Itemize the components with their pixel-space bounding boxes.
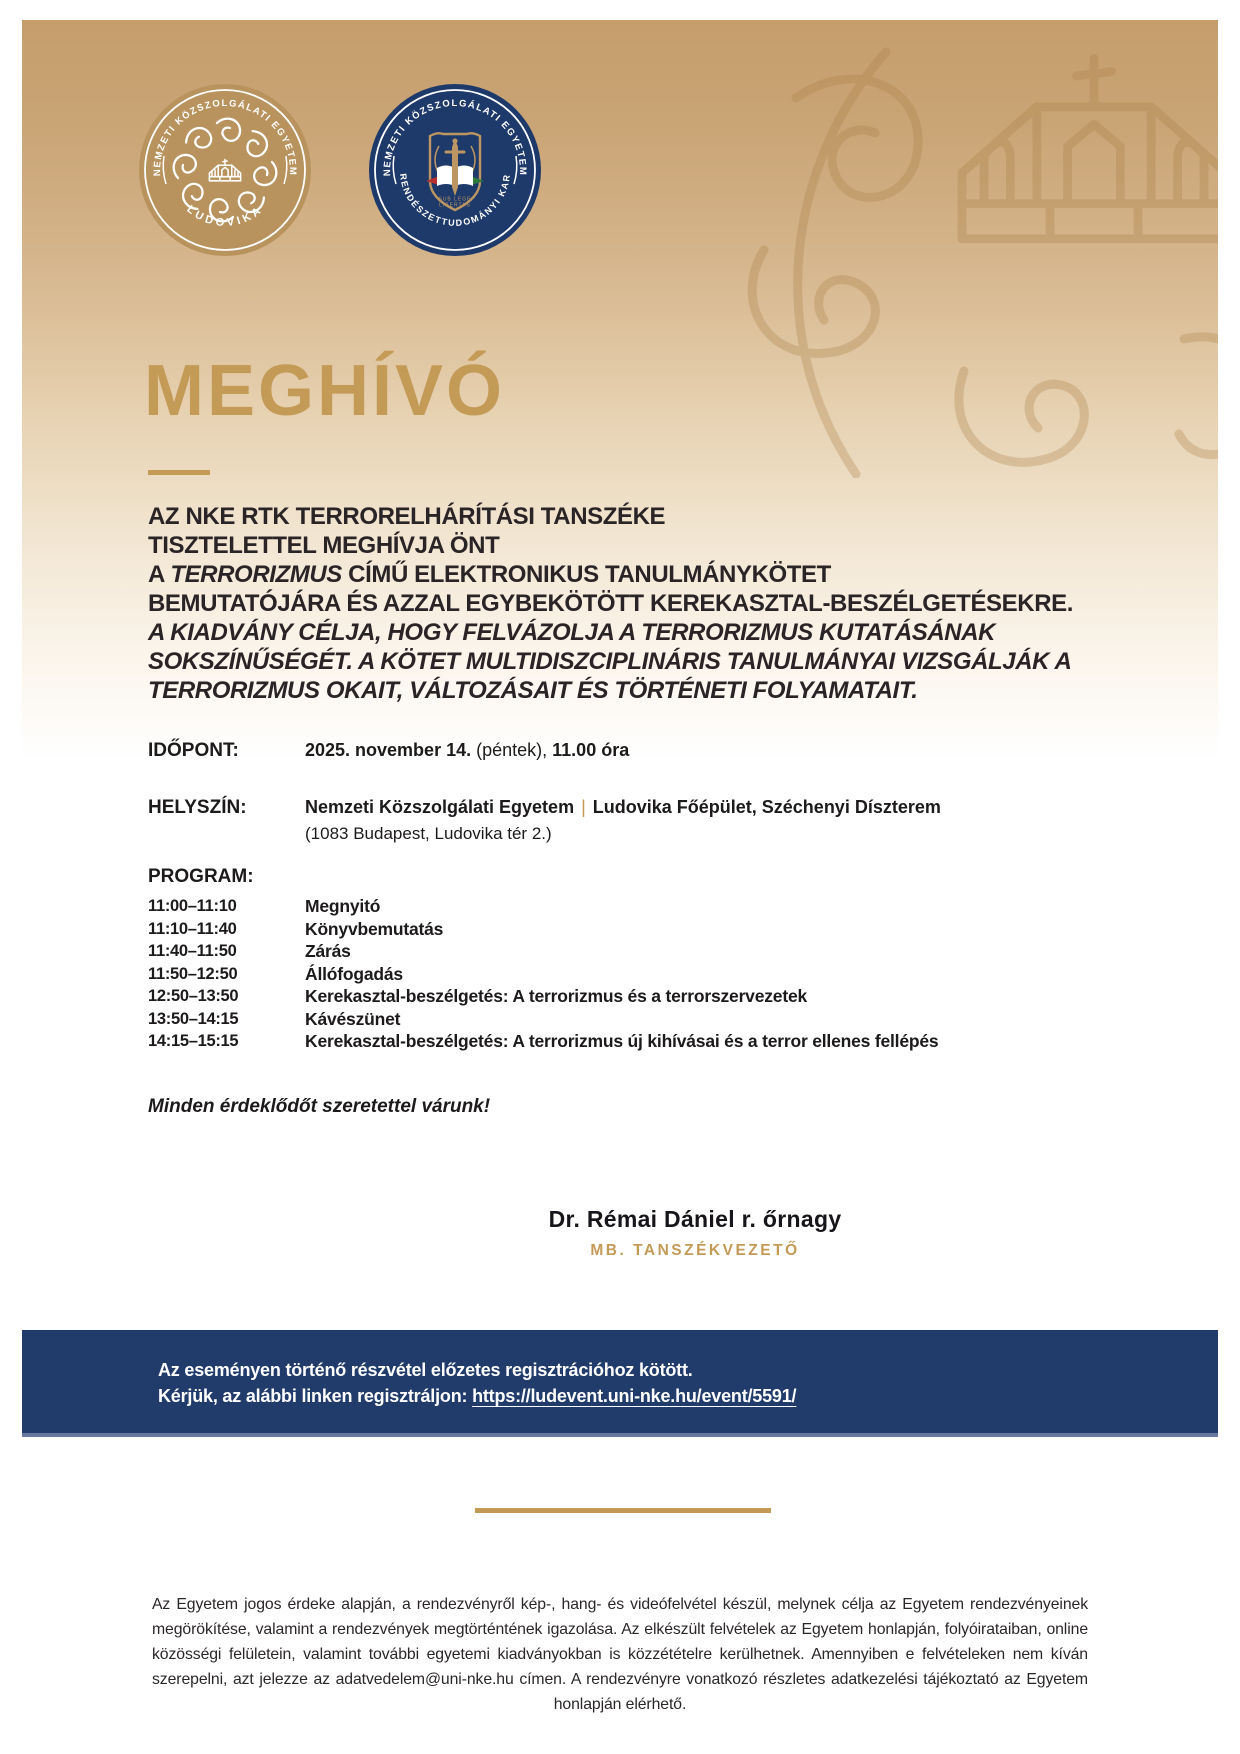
closing-line: Minden érdeklődőt szeretettel várunk! [148, 1096, 491, 1117]
program-row: 13:50–14:15 Kávészünet [148, 1008, 401, 1029]
intro-line-7: TERRORIZMUS OKAIT, VÁLTOZÁSAIT ÉS TÖRTÉNETI FOLYAMATAIT. [148, 677, 918, 704]
ludovika-arc-top-text: NEMZETI KÖZSZOLGÁLATI EGYETEM [151, 97, 299, 177]
signature-block [395, 1206, 995, 1260]
registration-link[interactable]: https://ludevent.uni-nke.hu/event/5591/ [472, 1386, 797, 1406]
venue-value: Nemzeti Közszolgálati Egyetem | Ludovika Főépület, Széchenyi Díszterem (1083 Budapest, Ludovika tér 2.) [305, 797, 941, 843]
date-value: 2025. november 14. (péntek), 11.00 óra [305, 740, 630, 760]
program-list [148, 895, 938, 1053]
program-row: 11:10–11:40 Könyvbemutatás [148, 918, 444, 939]
rtk-arc-top-text: NEMZETI KÖZSZOLGÁLATI EGYETEM [381, 97, 529, 177]
venue-row [148, 797, 941, 844]
program-label: PROGRAM: [148, 866, 254, 887]
rtk-motto-line1: SUB LEGE [438, 196, 472, 203]
intro-text [148, 502, 1073, 705]
gold-pipe-separator: | [581, 797, 586, 817]
intro-line-6: SOKSZÍNŰSÉGÉT. A KÖTET MULTIDISZCIPLINÁRIS TANULMÁNYAI VIZSGÁLJÁK A [148, 648, 1072, 675]
intro-line-1: AZ NKE RTK TERRORELHÁRÍTÁSI TANSZÉKE [148, 503, 666, 530]
footer-legal-text: Az Egyetem jogos érdeke alapján, a rendezvényről kép-, hang- és videófelvétel készül, melynek célja az Egyetem rendezvényeinek megörökítése, valamint a rendezvények megtörténtének igazolása. Az elkészült felvételek az Egyetem honlapján, folyóirataiban, online közösségi felületein, valamint további egyetemi kiadványokban is közzétételre kerülhetnek. Amennyiben e felvételeken nem kíván szerepelni, azt jelezze az adatvedelem@uni-nke.hu címen. A rendezvényre vonatkozó részletes adatkezelési tájékoztató az Egyetem honlapján elérhető. [152, 1596, 1088, 1713]
bottom-gold-divider [475, 1508, 771, 1513]
intro-line-2: TISZTELETTEL MEGHÍVJA ÖNT [148, 532, 500, 559]
ludovika-ornament-watermark-icon [646, 38, 1218, 478]
venue-address: (1083 Budapest, Ludovika tér 2.) [305, 824, 552, 843]
ludovika-arc-bottom-text: LUDOVIKA [184, 203, 266, 230]
program-row: 12:50–13:50 Kerekasztal-beszélgetés: A terrorizmus és a terrorszervezetek [148, 986, 808, 1006]
program-row: 14:15–15:15 Kerekasztal-beszélgetés: A terrorizmus új kihívásai és a terror ellenes fellépés [148, 1031, 939, 1051]
rtk-faculty-logo [369, 84, 541, 256]
date-row [148, 740, 629, 762]
intro-line-5: A KIADVÁNY CÉLJA, HOGY FELVÁZOLJA A TERRORIZMUS KUTATÁSÁNAK [148, 619, 996, 646]
venue-label: HELYSZÍN: [148, 797, 247, 818]
program-row: 11:40–11:50 Zárás [148, 941, 351, 961]
rtk-arc-bottom-text: RENDÉSZETTUDOMÁNYI KAR [397, 172, 513, 228]
page-title: MEGHÍVÓ [144, 351, 506, 431]
title-divider [148, 470, 210, 475]
program-row: 11:50–12:50 Állófogadás [148, 963, 403, 984]
intro-line-4: BEMUTATÓJÁRA ÉS AZZAL EGYBEKÖTÖTT KEREKASZTAL-BESZÉLGETÉSEKRE. [148, 590, 1074, 617]
signature-name: Dr. Rémai Dániel r. őrnagy [548, 1206, 842, 1232]
program-row: 11:00–11:10 Megnyitó [148, 896, 381, 916]
intro-line-3: A TERRORIZMUS CÍMŰ ELEKTRONIKUS TANULMÁNYKÖTET [148, 561, 831, 588]
registration-line-2: Kérjük, az alábbi linken regisztráljon: https://ludevent.uni-nke.hu/event/5591/ [158, 1386, 797, 1406]
registration-line-1: Az eseményen történő részvétel előzetes regisztrációhoz kötött. [158, 1360, 693, 1380]
signature-title: MB. TANSZÉKVEZETŐ [590, 1242, 800, 1259]
registration-banner [22, 1330, 1218, 1437]
date-label: IDŐPONT: [148, 740, 239, 761]
book-title-emphasis: TERRORIZMUS [170, 561, 342, 588]
ludovika-seal-logo [139, 84, 311, 256]
rtk-motto-line2: LIBERTAS [439, 202, 471, 209]
